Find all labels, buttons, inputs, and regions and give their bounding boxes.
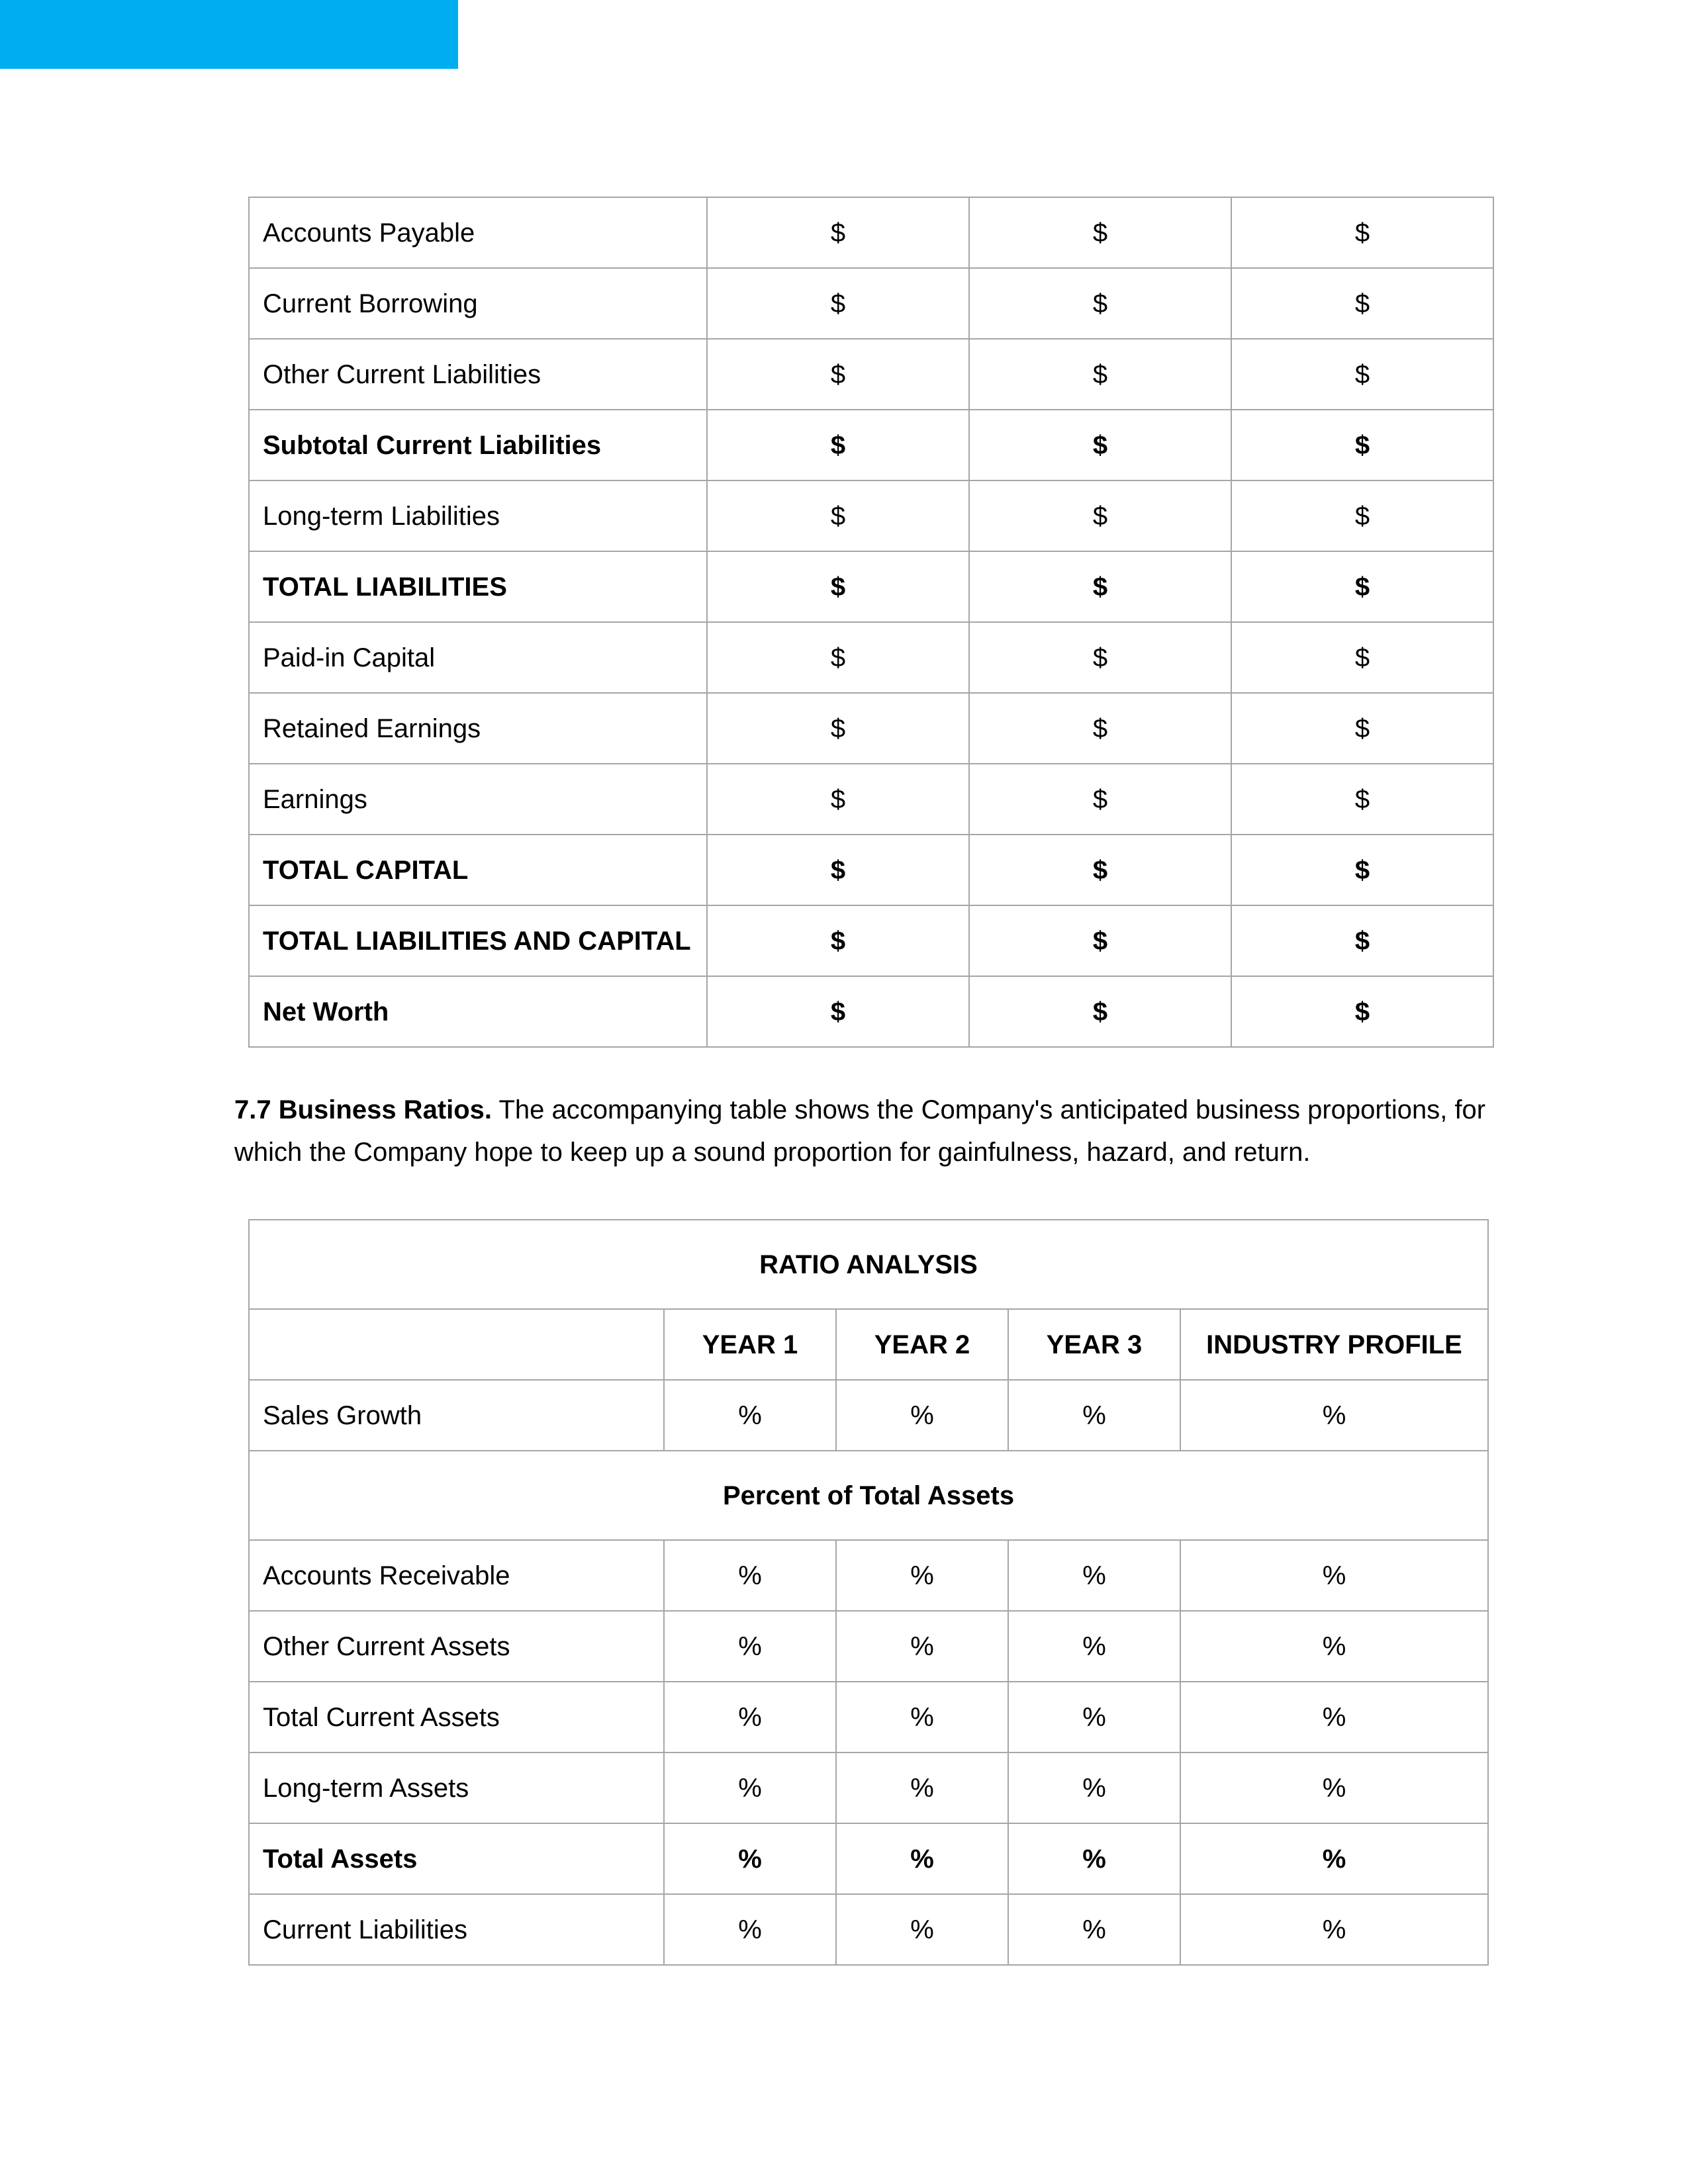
business-ratios-paragraph: [234, 1089, 1492, 1173]
balance-sheet-body: [249, 197, 1493, 1047]
ratio-analysis-body: [249, 1220, 1488, 1965]
dollar-cell: $: [1231, 976, 1493, 1047]
percent-cell: %: [836, 1752, 1008, 1823]
dollar-cell: $: [707, 339, 969, 410]
dollar-cell: $: [707, 551, 969, 622]
percent-cell: %: [836, 1611, 1008, 1682]
row-label: Other Current Assets: [249, 1611, 664, 1682]
row-label: TOTAL CAPITAL: [249, 835, 707, 905]
dollar-cell: $: [707, 905, 969, 976]
dollar-cell: $: [969, 197, 1231, 268]
table-row: [249, 1682, 1488, 1752]
row-label: Current Liabilities: [249, 1894, 664, 1965]
dollar-cell: $: [707, 764, 969, 835]
table-row: [249, 1823, 1488, 1894]
row-label: Earnings: [249, 764, 707, 835]
dollar-cell: $: [969, 339, 1231, 410]
dollar-cell: $: [969, 835, 1231, 905]
table-row: [249, 976, 1493, 1047]
percent-cell: %: [1180, 1823, 1488, 1894]
table-row: [249, 622, 1493, 693]
row-label: Subtotal Current Liabilities: [249, 410, 707, 480]
row-label: Current Borrowing: [249, 268, 707, 339]
table-row: [249, 693, 1493, 764]
table-row: [249, 480, 1493, 551]
column-header: [249, 1309, 664, 1380]
dollar-cell: $: [969, 976, 1231, 1047]
section-body: The accompanying table shows the Company's anticipated business proportions, for which the Company hope to keep up a sound proportion for gainfulness, hazard, and return.: [234, 1095, 1486, 1167]
dollar-cell: $: [1231, 693, 1493, 764]
dollar-cell: $: [707, 976, 969, 1047]
percent-cell: %: [836, 1823, 1008, 1894]
ratio-subheading: Percent of Total Assets: [249, 1451, 1488, 1540]
balance-sheet-table: [248, 197, 1494, 1048]
dollar-cell: $: [1231, 410, 1493, 480]
row-label: TOTAL LIABILITIES AND CAPITAL: [249, 905, 707, 976]
percent-cell: %: [664, 1540, 836, 1611]
row-label: TOTAL LIABILITIES: [249, 551, 707, 622]
dollar-cell: $: [969, 480, 1231, 551]
dollar-cell: $: [1231, 835, 1493, 905]
percent-cell: %: [1180, 1380, 1488, 1451]
column-header: YEAR 3: [1008, 1309, 1180, 1380]
table-row: [249, 339, 1493, 410]
dollar-cell: $: [707, 410, 969, 480]
dollar-cell: $: [969, 622, 1231, 693]
row-label: Long-term Liabilities: [249, 480, 707, 551]
dollar-cell: $: [1231, 197, 1493, 268]
percent-cell: %: [1180, 1682, 1488, 1752]
dollar-cell: $: [707, 622, 969, 693]
percent-cell: %: [836, 1380, 1008, 1451]
percent-cell: %: [664, 1611, 836, 1682]
dollar-cell: $: [707, 480, 969, 551]
dollar-cell: $: [1231, 339, 1493, 410]
dollar-cell: $: [969, 764, 1231, 835]
percent-cell: %: [664, 1380, 836, 1451]
percent-cell: %: [1008, 1823, 1180, 1894]
percent-cell: %: [836, 1682, 1008, 1752]
table-row: [249, 1611, 1488, 1682]
percent-cell: %: [836, 1540, 1008, 1611]
dollar-cell: $: [1231, 480, 1493, 551]
table-row: [249, 1540, 1488, 1611]
table-row: [249, 905, 1493, 976]
dollar-cell: $: [969, 410, 1231, 480]
dollar-cell: $: [707, 693, 969, 764]
percent-cell: %: [664, 1752, 836, 1823]
ratio-table-title: RATIO ANALYSIS: [249, 1220, 1488, 1309]
percent-cell: %: [664, 1894, 836, 1965]
section-heading: 7.7 Business Ratios.: [234, 1095, 492, 1124]
table-row: [249, 197, 1493, 268]
percent-cell: %: [1180, 1894, 1488, 1965]
percent-cell: %: [1008, 1752, 1180, 1823]
table-row: [249, 1752, 1488, 1823]
percent-cell: %: [1180, 1752, 1488, 1823]
table-row: [249, 410, 1493, 480]
dollar-cell: $: [1231, 268, 1493, 339]
row-label: Accounts Receivable: [249, 1540, 664, 1611]
dollar-cell: $: [1231, 622, 1493, 693]
row-label: Accounts Payable: [249, 197, 707, 268]
table-row: [249, 551, 1493, 622]
table-row: [249, 835, 1493, 905]
dollar-cell: $: [707, 268, 969, 339]
percent-cell: %: [664, 1682, 836, 1752]
column-header: YEAR 2: [836, 1309, 1008, 1380]
column-header: INDUSTRY PROFILE: [1180, 1309, 1488, 1380]
dollar-cell: $: [969, 905, 1231, 976]
percent-cell: %: [1180, 1540, 1488, 1611]
dollar-cell: $: [707, 197, 969, 268]
table-row: [249, 1894, 1488, 1965]
row-label: Other Current Liabilities: [249, 339, 707, 410]
row-label: Paid-in Capital: [249, 622, 707, 693]
dollar-cell: $: [1231, 551, 1493, 622]
dollar-cell: $: [969, 551, 1231, 622]
row-label: Net Worth: [249, 976, 707, 1047]
row-label: Total Current Assets: [249, 1682, 664, 1752]
dollar-cell: $: [707, 835, 969, 905]
ratio-header-row: [249, 1309, 1488, 1380]
percent-cell: %: [1008, 1611, 1180, 1682]
row-label: Retained Earnings: [249, 693, 707, 764]
percent-cell: %: [1008, 1380, 1180, 1451]
ratio-analysis-table: [248, 1219, 1489, 1966]
table-row: [249, 764, 1493, 835]
dollar-cell: $: [1231, 764, 1493, 835]
percent-cell: %: [836, 1894, 1008, 1965]
percent-cell: %: [1008, 1894, 1180, 1965]
sales-growth-row: [249, 1380, 1488, 1451]
ratio-title-row: [249, 1220, 1488, 1309]
percent-cell: %: [1008, 1540, 1180, 1611]
row-label: Long-term Assets: [249, 1752, 664, 1823]
row-label: Total Assets: [249, 1823, 664, 1894]
percent-cell: %: [664, 1823, 836, 1894]
row-label: Sales Growth: [249, 1380, 664, 1451]
dollar-cell: $: [1231, 905, 1493, 976]
header-accent-bar: [0, 0, 458, 69]
column-header: YEAR 1: [664, 1309, 836, 1380]
dollar-cell: $: [969, 693, 1231, 764]
percent-cell: %: [1008, 1682, 1180, 1752]
dollar-cell: $: [969, 268, 1231, 339]
percent-cell: %: [1180, 1611, 1488, 1682]
table-row: [249, 268, 1493, 339]
ratio-subheading-row: [249, 1451, 1488, 1540]
